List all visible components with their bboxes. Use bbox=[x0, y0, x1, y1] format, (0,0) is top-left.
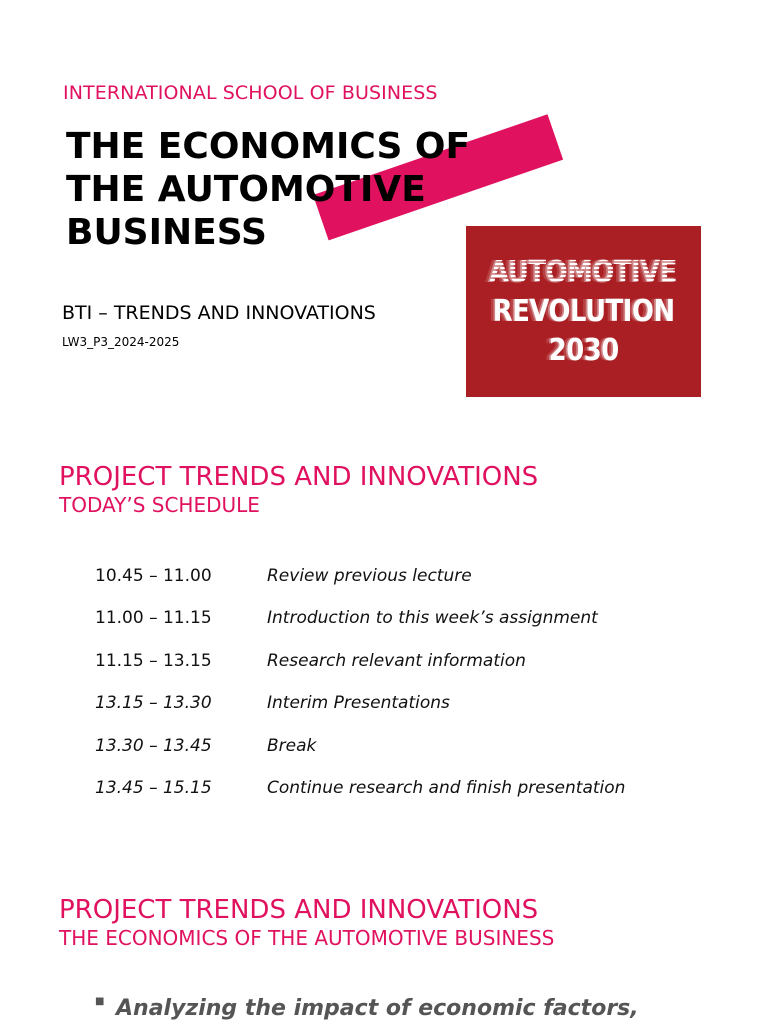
main-title bbox=[66, 125, 470, 254]
schedule-activity: Research relevant information bbox=[267, 650, 526, 671]
schedule-activity: Interim Presentations bbox=[267, 693, 450, 714]
bullet-marker-icon: ■ bbox=[95, 996, 105, 1007]
schedule-activity: Continue research and finish presentation bbox=[267, 777, 626, 798]
title-line: THE ECONOMICS OF bbox=[66, 126, 471, 167]
bullet-item: Analyzing the impact of economic factors, bbox=[116, 996, 639, 1021]
schedule-time: 13.15 – 13.30 bbox=[95, 693, 212, 714]
course-code: LW3_P3_2024-2025 bbox=[62, 335, 180, 349]
section-subheading: TODAY’S SCHEDULE bbox=[59, 493, 260, 517]
automotive-revolution-logo bbox=[466, 226, 701, 397]
section-subheading: THE ECONOMICS OF THE AUTOMOTIVE BUSINESS bbox=[59, 926, 555, 950]
logo-line-3: 2030 bbox=[548, 333, 619, 368]
section-heading: PROJECT TRENDS AND INNOVATIONS bbox=[59, 462, 539, 492]
section-heading: PROJECT TRENDS AND INNOVATIONS bbox=[59, 895, 539, 925]
schedule-time: 13.45 – 15.15 bbox=[95, 777, 212, 798]
schedule-time: 11.15 – 13.15 bbox=[95, 650, 212, 671]
schedule-time: 13.30 – 13.45 bbox=[95, 735, 212, 756]
logo-line-1-text: AUTOMOTIVE bbox=[489, 255, 678, 290]
schedule-activity: Break bbox=[267, 735, 317, 756]
school-name: INTERNATIONAL SCHOOL OF BUSINESS bbox=[63, 82, 438, 104]
logo-line-1 bbox=[490, 253, 678, 292]
course-subtitle: BTI – TRENDS AND INNOVATIONS bbox=[62, 302, 376, 324]
schedule-time: 11.00 – 11.15 bbox=[95, 608, 212, 629]
title-line: BUSINESS bbox=[66, 212, 267, 253]
logo-line-2: REVOLUTION bbox=[492, 294, 675, 329]
schedule-activity: Introduction to this week’s assignment bbox=[267, 608, 598, 629]
schedule-activity: Review previous lecture bbox=[267, 566, 472, 586]
schedule-time: 10.45 – 11.00 bbox=[95, 566, 212, 586]
title-line: THE AUTOMOTIVE bbox=[66, 169, 426, 210]
